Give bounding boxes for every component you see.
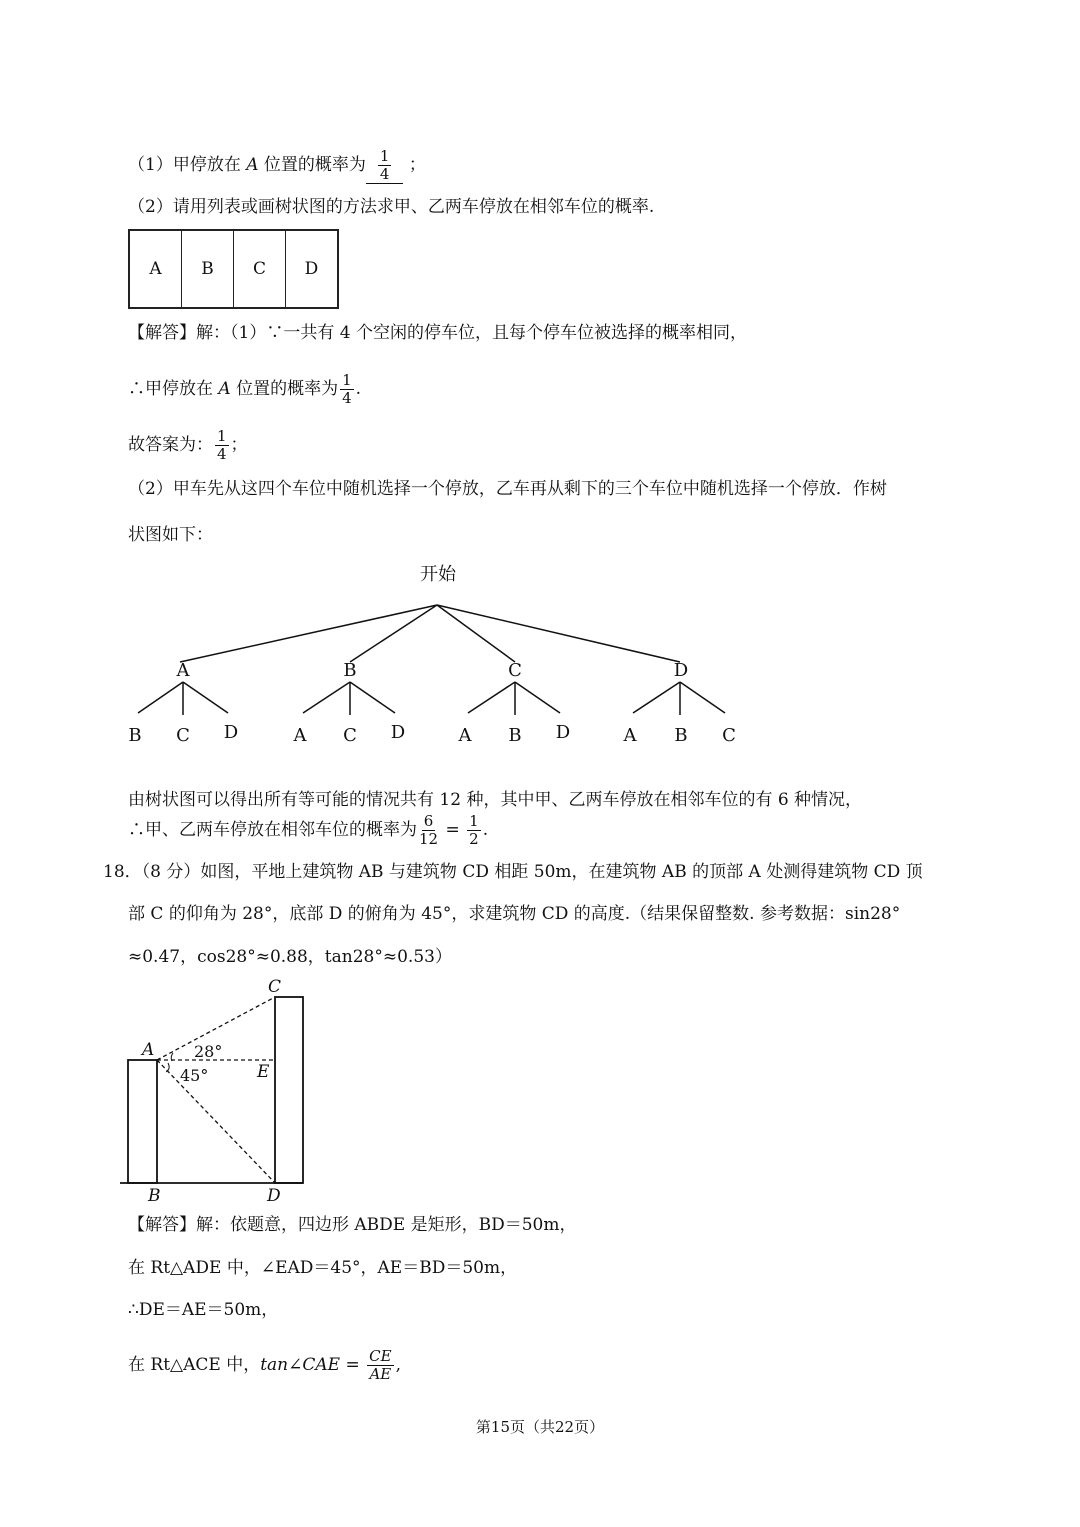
num: 1	[469, 812, 479, 830]
tree-node: A	[176, 660, 190, 681]
num: 6	[423, 812, 434, 830]
tree-node: D	[673, 660, 689, 681]
slot: B	[182, 231, 234, 307]
equals: =	[445, 820, 460, 840]
sol-line2	[128, 372, 361, 407]
label-a: A	[142, 1040, 155, 1060]
sol-line4: （2）甲车先从这四个车位中随机选择一个停放，乙车再从剩下的三个车位中随机选择一个停放．作树	[128, 479, 887, 499]
text: 在 Rt△ACE 中，	[128, 1355, 261, 1375]
q18-sol1: 【解答】解：依题意，四边形 ABDE 是矩形，BD＝50m，	[128, 1215, 577, 1235]
var: A	[246, 155, 259, 175]
tree-leaf: C	[722, 725, 736, 746]
q17-part2: （2）请用列表或画树状图的方法求甲、乙两车停放在相邻车位的概率.	[128, 197, 655, 217]
tree-leaf: B	[508, 725, 522, 746]
tree-leaf: D	[555, 722, 571, 743]
text: 位置的概率为	[236, 379, 339, 399]
answer-blank	[366, 148, 404, 184]
tree-node: B	[343, 660, 357, 681]
sol-line5: 状图如下：	[128, 525, 213, 545]
text: ；	[230, 435, 248, 455]
den: 4	[217, 445, 227, 463]
tree-leaf: C	[176, 725, 190, 746]
den: 2	[469, 830, 479, 848]
label-e: E	[257, 1062, 270, 1082]
parking-slots	[128, 229, 339, 309]
sol-line3	[128, 428, 248, 463]
den: 4	[379, 165, 390, 183]
q17-part1	[128, 148, 426, 184]
q18-sol4	[128, 1348, 401, 1383]
text: .	[355, 379, 362, 399]
slot: A	[130, 231, 182, 307]
tree-leaf: D	[223, 722, 239, 743]
num: 1	[217, 427, 227, 445]
text: 故答案为：	[128, 435, 213, 455]
slot: C	[234, 231, 286, 307]
page-footer: 第15页（共22页）	[475, 1418, 605, 1436]
angle-28: 28°	[194, 1042, 223, 1061]
text: ,	[395, 1355, 401, 1375]
tree-leaf: B	[674, 725, 688, 746]
num: 1	[342, 371, 352, 389]
sol-line1: 【解答】解：（1）∵一共有 4 个空闲的停车位，且每个停车位被选择的概率相同，	[128, 323, 747, 343]
tree-leaf: C	[343, 725, 357, 746]
label-c: C	[268, 977, 282, 997]
tree-leaf: A	[458, 725, 472, 746]
sol-line6: 由树状图可以得出所有等可能的情况共有 12 种，其中甲、乙两车停放在相邻车位的有 6 种情况，	[128, 790, 863, 810]
num: 1	[379, 147, 390, 165]
tree-diagram	[0, 550, 1080, 750]
q18-line3: ≈0.47，cos28°≈0.88，tan28°≈0.53）	[128, 947, 452, 967]
den: 4	[342, 389, 352, 407]
tree-node: C	[508, 660, 522, 681]
building-figure	[110, 975, 330, 1210]
tree-leaf: B	[128, 725, 142, 746]
q18-sol3: ∴DE＝AE＝50m，	[128, 1300, 279, 1320]
tree-leaf: A	[293, 725, 307, 746]
num: CE	[369, 1347, 392, 1365]
den: 12	[419, 830, 439, 848]
text: .	[482, 820, 489, 840]
den: AE	[369, 1365, 392, 1383]
tree-root: 开始	[420, 564, 456, 585]
angle-45: 45°	[180, 1066, 209, 1085]
text: ∴甲、乙两车停放在相邻车位的概率为	[128, 820, 417, 840]
text: （1）甲停放在	[128, 155, 241, 175]
slot: D	[304, 259, 319, 279]
label-d: D	[267, 1186, 281, 1206]
tree-leaf: D	[390, 722, 406, 743]
label-b: B	[148, 1186, 161, 1206]
sol-line7	[128, 813, 488, 848]
text: ；	[408, 155, 426, 175]
text: 位置的概率为	[263, 155, 366, 175]
q18-sol2: 在 Rt△ADE 中，∠EAD＝45°，AE＝BD＝50m，	[128, 1258, 518, 1278]
math: tan∠CAE =	[260, 1355, 360, 1375]
q18-line1: 18．（8 分）如图，平地上建筑物 AB 与建筑物 CD 相距 50m，在建筑物 AB 的顶部 A 处测得建筑物 CD 顶	[103, 862, 923, 882]
tree-leaf: A	[623, 725, 637, 746]
var: A	[218, 379, 231, 399]
q18-line2: 部 C 的仰角为 28°，底部 D 的俯角为 45°，求建筑物 CD 的高度.（结果保留整数. 参考数据：sin28°	[128, 904, 901, 924]
text: ∴甲停放在	[128, 379, 213, 399]
